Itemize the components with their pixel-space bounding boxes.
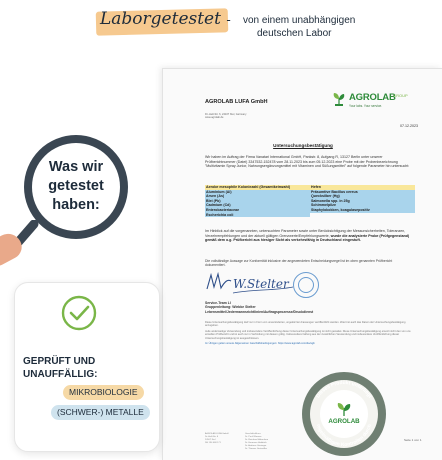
parameter-cell: Präsumtive Bacillus cereus	[310, 190, 415, 195]
svg-text:regelmäßigen Kontrollen durch: regelmäßigen Kontrollen durch	[314, 423, 374, 449]
parameter-row	[205, 213, 415, 218]
tag-microbiology: MIKROBIOLOGIE	[63, 385, 144, 400]
parameter-cell: Cadmium (Cd)	[205, 203, 310, 208]
seal-leaf-icon	[338, 403, 351, 416]
doc-footnotes: Diese Untersuchungsbestätigung darf nur in Form von unveränderten, ungekürzten Fassungen veröffentlicht werden. Zitiert ist auch das Datum der Untersuchungsbestätigung anzugeben. Jede anderweitige Verwendung und insbesondere Veröffentlichung dieser Untersuchungsbestätigung ist nicht gestattet. Diese Untersuchungsbestätigung ersetzt nicht den von uns erstellten Prüfbericht und ist auch nur in Verbindung mit diesem gültig. Insbesondere haftung aus der zusätzlichen Verwendung und insbesondere Veröffentlichung dieser Untersuchungsbestätigung ist ausgeschlossen. Im Übrigen gelten unsere Allgemeinen Geschäftsbedingungen: https://www.agrolab.com/de/agb	[205, 321, 411, 346]
parameter-cell: Blei (Pb)	[205, 199, 310, 204]
doc-conclusion-text: Im Hinblick auf die vorgenannten, untersuchten Parameter sowie unter Berücksichtigung der Messunsicherheiten, Toleranzen, Verzehrempfehlungen und der aktuell gültigen Grenzwerte/Empfehlungswerte, wurde die analysierte Probe (Prüfgegenstand) gemäß dem o.g. Prüfbericht aus hiesiger Sicht als verkehrsfähig in Deutschland eingestuft.	[205, 229, 410, 243]
doc-heading: Untersuchungsbestätigung	[273, 143, 333, 148]
parameter-cell: Quecksilber (Hg)	[310, 194, 415, 199]
doc-date: 07.12.2023	[400, 124, 418, 128]
doc-company-address: Dr.-Hell-Str. 6, 24107 Kiel, Germany www.agrolab.de	[205, 113, 247, 120]
header-subtitle: von einem unabhängigen deutschen Labor	[243, 15, 356, 39]
header-title: Laborgetestet -	[100, 9, 231, 29]
parameter-cell: Hefen	[310, 185, 415, 190]
agrolab-logo: AGROLAB GROUP Your labs. Your service.	[331, 89, 411, 117]
svg-text:Dieses Produkt unterliegt: Dieses Produkt unterliegt	[315, 379, 373, 400]
parameter-cell: Arsen (As)	[205, 194, 310, 199]
card-title: GEPRÜFT UND UNAUFFÄLLIG:	[23, 356, 98, 380]
official-stamp-icon	[293, 272, 319, 298]
doc-conformity-text: Die vollständige Aussage zur Konformität inklusive der angewendeten Entscheidungsregel ist im oben genannten Prüfbericht dokumentiert.	[205, 259, 393, 268]
parameter-cell: Schimmelpilze	[310, 203, 415, 208]
parameter-cell: Aluminium (Al)	[205, 190, 310, 195]
doc-intro-text: Wir haben im Auftrag der Firma Vanatari International GmbH, Pankstr. 8, Aufgang R, 13127 Berlin unter unserer Prüfberichtnummer (Datei) 3347532-152478 vom 28.11.2023 bis zum 05.12.2023 eine Probe mit der Probenbezeichnung "Multivitamin Spray Junior, Nahrungsergänzungsmittel mit Vitaminen und Süßungsmittel" auf folgende Parameter hin untersucht:	[205, 155, 410, 168]
parameter-cell	[310, 213, 415, 218]
footer-address-col: AGROLAB LUFA GmbH Dr.-Hell-Str. 6 24107 Kiel DE 134 068 171	[205, 433, 229, 444]
parameter-cell: Salmonella spp. in 25g	[310, 199, 415, 204]
footer-management-col: Geschäftsführer Dr. Paul Wimmer Dr. Reinhard Haberkorn Dr. Hermann Heddrick Dr. Andreas Giesinger Dr. Thomas Gurtmüller	[245, 433, 269, 450]
check-circle-icon	[59, 293, 99, 333]
parameter-cell: Escherichia coli	[205, 213, 310, 218]
seal-brand: AGROLAB	[328, 418, 360, 425]
seal-graphic	[302, 372, 386, 456]
parameter-cell: Aerobe mesophile Koloniezahl (Gesamtkeimzahl)	[205, 185, 310, 190]
parameter-cell: Staphylokokken, koagulasepositiv	[310, 208, 415, 213]
magnifier-caption: Was wir getestet haben:	[48, 159, 104, 213]
tag-heavy-metals: (SCHWER-) METALLE	[51, 405, 150, 420]
tested-parameters-list	[205, 185, 415, 217]
test-result-card	[14, 282, 160, 452]
signature-block: Service-Team LI Gruppenleitung: Wiebke Stelter Lebensmittel/Jedermannsrichtlinien/Auftragsprozesse/Druckdienst	[205, 301, 314, 314]
page-number: Seite 1 von 1	[404, 438, 422, 442]
agrolab-quality-seal	[302, 372, 386, 456]
svg-text:W.Stelter: W.Stelter	[233, 277, 289, 291]
agrolab-leaf-icon	[331, 91, 347, 107]
parameter-cell: Enterobacteriaceae	[205, 208, 310, 213]
doc-company-name: AGROLAB LUFA GmbH	[205, 99, 268, 105]
